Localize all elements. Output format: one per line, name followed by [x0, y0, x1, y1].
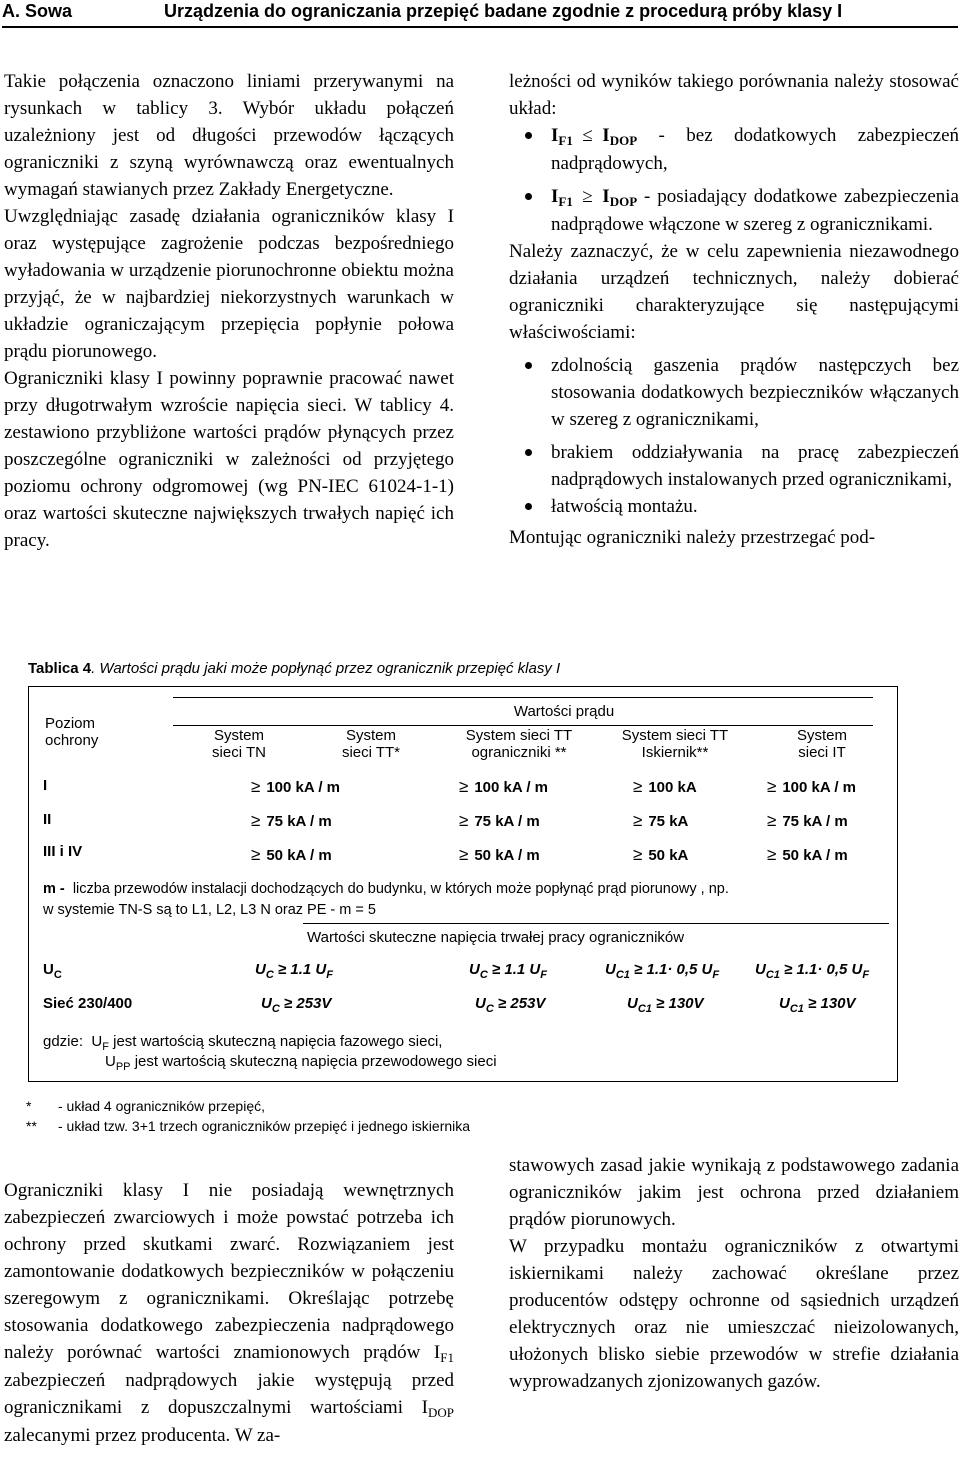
- list-item: zdolnością gaszenia prądów następczych bez stosowania dodatkowych bezpieczników włączanych w szereg z ogranicznikami,: [509, 352, 959, 433]
- paragraph: Ograniczniki klasy I nie posiadają wewnętrznych zabezpieczeń zwarciowych i może powstać potrzeba ich ochrony przed skutkami zwarć. Rozwiązaniem jest zamontowanie dodatkowych bezpieczników w połączeniu szeregowym z ogranicznikami. Określając potrzebę stosowania dodatkowego zabezpieczenia nadprądowego należy porównać wartości znamionowych prądów $I_{F1}$ zabezpieczeń nadprądowych jakie występują przed ogranicznikami z dopuszczalnymi wartościami $I_{DOP}$ zalecanymi przez producenta. W za-: [4, 1180, 454, 1446]
- level-header: Poziom ochrony: [45, 715, 99, 749]
- left-column-bottom: [4, 1177, 454, 1449]
- network-label: Sieć 230/400: [43, 995, 133, 1012]
- column-header: System sieci TN: [212, 727, 266, 761]
- paragraph: Należy zaznaczyć, że w celu zapewnienia niezawodnego działania urządzeń technicznych, należy dobierać ograniczniki charakteryzujące się następującymi właściwościami:: [509, 241, 959, 343]
- column-header: System sieci TT*: [341, 727, 401, 761]
- uc-formula: $U_{C1} \ge 1.1\cdot 0,5$ $U_F$: [605, 961, 720, 981]
- property-list: [509, 352, 959, 520]
- list-item: brakiem oddziaływania na pracę zabezpieczeń nadprądowych instalowanych przed ogranicznikami,: [509, 439, 959, 493]
- value-cell: ≥ 75 kA / m: [767, 811, 848, 830]
- paragraph: W przypadku montażu ograniczników z otwartymi iskiernikami należy zachować określane przez producentów odstępy ochronne od sąsiednich urządzeń elektrycznych oraz nie umieszczać nieizolowanych, ułożonych blisko siebie przewodów w strefie działania wyprowadzanych zjonizowanych gazów.: [509, 1236, 959, 1392]
- value-cell: ≥ 100 kA / m: [459, 777, 548, 796]
- bullet-icon: [525, 449, 532, 456]
- table-4: [28, 686, 898, 1082]
- net-formula: $U_{C1} \ge 130V$: [779, 995, 856, 1015]
- uc-label: $U_C$: [43, 961, 62, 981]
- value-cell: ≥ 75 kA: [633, 811, 689, 830]
- paragraph: leżności od wyników takiego porównania należy stosować układ:: [509, 71, 959, 119]
- group-header: Wartości prądu: [513, 703, 615, 720]
- footnote: ** - układ tzw. 3+1 trzech ograniczników przepięć i jednego iskiernika: [26, 1118, 471, 1134]
- list-item: łatwością montażu.: [509, 493, 959, 520]
- footnote: * - układ 4 ograniczników przepięć,: [26, 1098, 265, 1114]
- bullet-icon: [525, 503, 532, 510]
- bullet-icon: [525, 362, 532, 369]
- value-cell: ≥ 100 kA: [633, 777, 697, 796]
- level-cell: I: [43, 777, 48, 794]
- m-definition: m - liczba przewodów instalacji dochodzących do budynku, w których może popłynąć prąd piorunowy , np.: [43, 881, 729, 897]
- condition-formula: $I_{F1} \le I_{DOP}$: [551, 125, 638, 148]
- paragraph: Uwzględniając zasadę działania ograniczników klasy I oraz występujące zagrożenie podczas bezpośredniego wyładowania w urządzenie piorunochronne obiektu można przyjąć, że w najbardziej niekorzystnych warunkach w układzie ograniczającym przepięcia popłynie połowa prądu piorunowego.: [4, 206, 454, 362]
- net-formula: $U_C \ge 253V$: [475, 995, 546, 1015]
- condition-list: [509, 122, 959, 238]
- header-title: Urządzenia do ograniczania przepięć badane zgodnie z procedurą próby klasy I: [164, 1, 843, 21]
- column-header: System sieci TT Iskiernik**: [621, 727, 729, 761]
- paragraph: Takie połączenia oznaczono liniami przerywanymi na rysunkach w tablicy 3. Wybór układu połączeń uzależniony jest od długości przewodów łączących ograniczniki z szyną wyrównawczą oraz ewentualnych wymagań stawianych przez Zakłady Energetyczne.: [4, 71, 454, 200]
- right-column-top: [509, 68, 959, 551]
- right-column-bottom: [509, 1152, 959, 1395]
- uc-formula: $U_C \ge 1.1$ $U_F$: [255, 961, 333, 981]
- column-header: System sieci TT ograniczniki **: [465, 727, 573, 761]
- where-line-1: gdzie: $U_F$ jest wartością skuteczną napięcia fazowego sieci,: [43, 1033, 443, 1053]
- bullet-icon: [525, 193, 532, 200]
- left-column-top: [4, 68, 454, 554]
- where-line-2: $U_{PP}$ jest wartością skuteczną napięcia przewodowego sieci: [105, 1053, 497, 1073]
- value-cell: ≥ 100 kA / m: [251, 777, 340, 796]
- m-definition-line2: w systemie TN-S są to L1, L2, L3 N oraz PE - m = 5: [43, 902, 376, 918]
- net-formula: $U_C \ge 253V$: [261, 995, 332, 1015]
- level-cell: III i IV: [43, 843, 83, 860]
- list-item: [509, 122, 959, 177]
- value-cell: ≥ 75 kA / m: [459, 811, 540, 830]
- column-header: System sieci IT: [796, 727, 847, 761]
- paragraph: stawowych zasad jakie wynikają z podstawowego zadania ograniczników jakim jest ochrona przed działaniem prądów piorunowych.: [509, 1155, 959, 1230]
- condition-text: - posiadający dodatkowe zabezpieczenia nadprądowe włączone w szereg z ogranicznikami.: [551, 186, 959, 235]
- uc-formula: $U_C \ge 1.1$ $U_F$: [469, 961, 547, 981]
- value-cell: ≥ 50 kA / m: [767, 845, 848, 864]
- page-header: [2, 0, 958, 28]
- net-formula: $U_{C1} \ge 130V$: [627, 995, 704, 1015]
- value-cell: ≥ 100 kA / m: [767, 777, 856, 796]
- table-caption: Tablica 4. Wartości prądu jaki może popłynąć przez ogranicznik przepięć klasy I: [28, 660, 561, 677]
- footnotes: [26, 1096, 470, 1136]
- value-cell: ≥ 50 kA / m: [459, 845, 540, 864]
- value-cell: ≥ 50 kA / m: [251, 845, 332, 864]
- paragraph: Montując ograniczniki należy przestrzegać pod-: [509, 527, 876, 548]
- list-item: [509, 183, 959, 238]
- voltage-header: Wartości skuteczne napięcia trwałej pracy ograniczników: [307, 929, 685, 946]
- condition-text: - bez dodatkowych zabezpieczeń nadprądowych,: [551, 125, 959, 174]
- value-cell: ≥ 50 kA: [633, 845, 689, 864]
- paragraph: Ograniczniki klasy I powinny poprawnie pracować nawet przy długotrwałym wzroście napięcia sieci. W tablicy 4. zestawiono przybliżone wartości prądów płynących przez poszczególne ograniczniki w zależności od przyjętego poziomu ochrony odgromowej (wg PN-IEC 61024-1-1) oraz wartości skuteczne największych trwałych napięć ich pracy.: [4, 368, 454, 551]
- uc-formula: $U_{C1} \ge 1.1\cdot 0,5$ $U_F$: [755, 961, 870, 981]
- bullet-icon: [525, 132, 532, 139]
- condition-formula: $I_{F1} \ge I_{DOP}$: [551, 186, 638, 209]
- level-cell: II: [43, 811, 52, 828]
- value-cell: ≥ 75 kA / m: [251, 811, 332, 830]
- section-label: A. Sowa: [2, 1, 73, 21]
